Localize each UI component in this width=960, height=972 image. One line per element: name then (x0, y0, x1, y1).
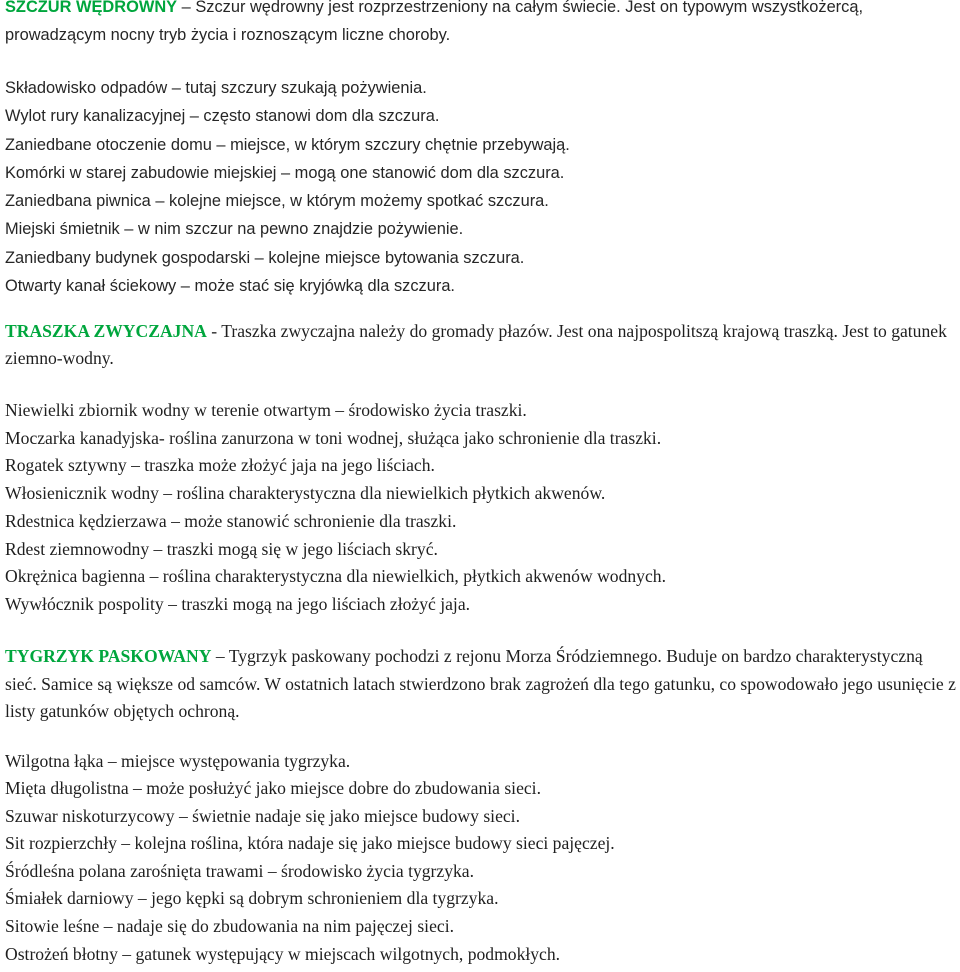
section-heading: TYGRZYK PASKOWANY (5, 646, 212, 666)
section-description: - Traszka zwyczajna należy do gromady płazów. Jest ona najpospolitszą krajową traszką. Jest to gatunek ziemno-wodny. (5, 321, 947, 368)
list-item: Rdestnica kędzierzawa – może stanowić schronienie dla traszki. (5, 510, 457, 531)
section-intro (5, 318, 957, 372)
list-item: Włosienicznik wodny – roślina charakterystyczna dla niewielkich płytkich akwenów. (5, 483, 606, 504)
habitat-list (5, 397, 957, 619)
section-szczur (5, 0, 957, 300)
list-item: Zaniedbany budynek gospodarski – kolejne miejsce bytowania szczura. (5, 248, 525, 267)
list-item: Śródleśna polana zarośnięta trawami – środowisko życia tygrzyka. (5, 860, 475, 881)
section-heading: SZCZUR WĘDROWNY (5, 0, 178, 16)
habitat-list (5, 748, 957, 969)
list-item: Rogatek sztywny – traszka może złożyć jaja na jego liściach. (5, 455, 435, 476)
list-item: Zaniedbana piwnica – kolejne miejsce, w którym możemy spotkać szczura. (5, 192, 549, 211)
list-item: Wilgotna łąka – miejsce występowania tygrzyka. (5, 750, 351, 771)
list-item: Śmiałek darniowy – jego kępki są dobrym schronieniem dla tygrzyka. (5, 888, 499, 909)
section-description: – Szczur wędrowny jest rozprzestrzeniony na całym świecie. Jest on typowym wszystkożercą, prowadzącym nocny tryb życia i roznoszącym liczne choroby. (5, 0, 864, 44)
section-intro (5, 643, 957, 726)
list-item: Niewielki zbiornik wodny w terenie otwartym – środowisko życia traszki. (5, 400, 527, 420)
section-traszka (5, 318, 957, 619)
section-heading: TRASZKA ZWYCZAJNA (5, 321, 207, 341)
list-item: Szuwar niskoturzycowy – świetnie nadaje się jako miejsce budowy sieci. (5, 805, 520, 826)
list-item: Moczarka kanadyjska- roślina zanurzona w toni wodnej, służąca jako schronienie dla traszki. (5, 427, 662, 448)
section-intro (5, 0, 957, 49)
list-item: Miejski śmietnik – w nim szczur na pewno znajdzie pożywienie. (5, 220, 464, 239)
list-item: Wylot rury kanalizacyjnej – często stanowi dom dla szczura. (5, 107, 440, 126)
section-description: – Tygrzyk paskowany pochodzi z rejonu Morza Śródziemnego. Buduje on bardzo charakterystyczną sieć. Samice są większe od samców. W ostatnich latach stwierdzono brak zagrożeń dla tego gatunku, co spowodowało jego usunięcie z listy gatunków objętych ochroną. (5, 646, 956, 721)
list-item: Składowisko odpadów – tutaj szczury szukają pożywienia. (5, 79, 427, 97)
list-item: Mięta długolistna – może posłużyć jako miejsce dobre do zbudowania sieci. (5, 778, 541, 799)
list-item: Ostrożeń błotny – gatunek występujący w miejscach wilgotnych, podmokłych. (5, 943, 561, 964)
list-item: Wywłócznik pospolity – traszki mogą na jego liściach złożyć jaja. (5, 593, 471, 614)
list-item: Okrężnica bagienna – roślina charakterystyczna dla niewielkich, płytkich akwenów wodnych. (5, 566, 666, 587)
list-item: Sitowie leśne – nadaje się do zbudowania na nim pajęczej sieci. (5, 916, 454, 937)
habitat-list (5, 74, 957, 300)
list-item: Sit rozpierzchły – kolejna roślina, która nadaje się jako miejsce budowy sieci pajęczej. (5, 833, 615, 854)
section-tygrzyk (5, 643, 957, 968)
list-item: Rdest ziemnowodny – traszki mogą się w jego liściach skryć. (5, 538, 438, 559)
list-item: Komórki w starej zabudowie miejskiej – mogą one stanowić dom dla szczura. (5, 163, 565, 182)
list-item: Otwarty kanał ściekowy – może stać się kryjówką dla szczura. (5, 277, 455, 296)
list-item: Zaniedbane otoczenie domu – miejsce, w którym szczury chętnie przebywają. (5, 135, 570, 154)
